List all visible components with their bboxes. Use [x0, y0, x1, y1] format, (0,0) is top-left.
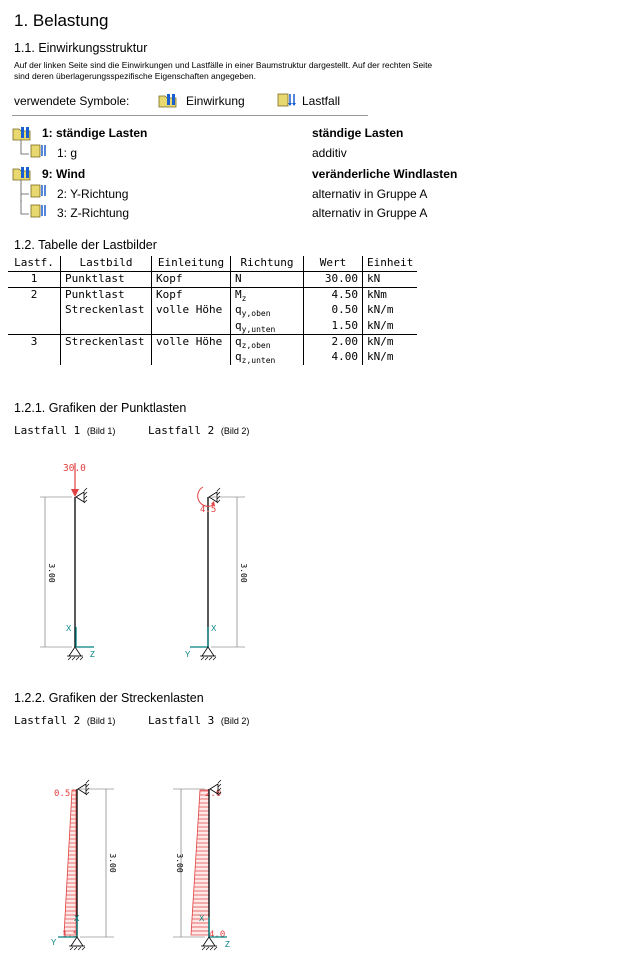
load-label-bottom: 4.0 [209, 930, 226, 940]
cell-einleitung: volle Höhe [152, 303, 231, 318]
axis-label-x: X [211, 624, 217, 633]
cell-einheit: kN/m [363, 319, 418, 335]
cell-wert: 4.00 [304, 350, 363, 365]
table-row [8, 319, 417, 335]
axis-label-x: X [74, 914, 80, 923]
cell-lastfall [8, 350, 61, 365]
cell-richtung: $q_{y,oben}$ [231, 303, 304, 318]
tree-item-property: ständige Lasten [312, 126, 404, 140]
cell-einleitung [152, 319, 231, 335]
cell-lastfall: 1 [30, 272, 38, 285]
dimension-label: 3.00 [239, 563, 248, 583]
load-label-top: 0.5 [54, 789, 71, 799]
cell-einheit: kN [363, 272, 418, 288]
streckenlast-graphic-2 [165, 775, 265, 955]
load-label: 4.5 [200, 505, 217, 515]
cell-wert: 4.50 [304, 288, 363, 304]
col-header: Lastbild [61, 256, 152, 272]
cell-einleitung: Kopf [152, 288, 231, 304]
moment-arrow [198, 487, 213, 506]
cell-richtung: N [231, 272, 304, 288]
cell-lastbild: Streckenlast [61, 303, 152, 318]
einwirkung-icon [12, 125, 34, 141]
cell-einleitung: Kopf [152, 272, 231, 288]
cell-wert: 30.00 [304, 272, 363, 288]
caption-bild: (Bild 2) [220, 716, 250, 726]
tree-connector-lastfall-icon [18, 180, 48, 202]
lastfall-icon [276, 92, 298, 108]
cell-richtung: $M_z$ [231, 288, 304, 304]
dimension-label: 3.00 [175, 853, 184, 873]
top-support [76, 492, 84, 502]
symbol-lastfall-label: Lastfall [302, 94, 341, 108]
load-label: 30.0 [63, 463, 86, 474]
load-label-bottom: 1.5 [62, 930, 79, 940]
cell-einheit: kN/m [363, 334, 418, 350]
cell-lastfall: 3 [8, 334, 61, 350]
axis-label-y: Y [51, 938, 57, 947]
caption-lastfall: Lastfall 3 [148, 714, 215, 727]
axis-label-x: X [66, 624, 72, 633]
axis-label-y: Y [185, 650, 191, 659]
cell-lastfall [8, 303, 61, 318]
tree-item-label[interactable]: 1: g [57, 146, 78, 160]
cell-wert: 2.00 [304, 334, 363, 350]
figure-caption [148, 714, 249, 727]
divider [12, 115, 368, 116]
tree-item-label[interactable]: 1: ständige Lasten [42, 126, 148, 140]
tree-item-label[interactable]: 2: Y-Richtung [57, 187, 129, 201]
col-header: Einheit [363, 256, 418, 272]
tree-item-property: additiv [312, 146, 347, 160]
caption-lastfall: Lastfall 2 [14, 714, 81, 727]
caption-lastfall: Lastfall 2 [148, 424, 215, 437]
axis-label-z: Z [225, 940, 230, 949]
table-row [8, 303, 417, 318]
symbols-legend-label: verwendete Symbole: [14, 94, 130, 108]
einwirkung-icon [12, 165, 34, 181]
table-row [8, 288, 417, 304]
col-header: Richtung [231, 256, 304, 272]
symbol-einwirkung-label: Einwirkung [186, 94, 245, 108]
tree-connector-lastfall-icon [18, 140, 48, 162]
cell-einleitung: volle Höhe [152, 334, 231, 350]
page-title: 1. Belastung [14, 11, 109, 30]
section-heading-1-1: 1.1. Einwirkungsstruktur [14, 41, 148, 55]
caption-bild: (Bild 1) [86, 716, 116, 726]
description-line-1: Auf der linken Seite sind die Einwirkungen und Lastfälle in einer Baumstruktur dargestellt. Auf der rechten Seite [14, 60, 433, 70]
caption-lastfall: Lastfall 1 [14, 424, 81, 437]
cell-einheit: kN/m [363, 350, 418, 365]
section-heading-1-2-1: 1.2.1. Grafiken der Punktlasten [14, 401, 187, 415]
base-support [202, 647, 214, 656]
caption-bild: (Bild 1) [86, 426, 116, 436]
cell-lastbild [61, 350, 152, 365]
base-support [69, 647, 81, 656]
section-description [14, 60, 432, 82]
cell-lastfall: 2 [8, 288, 61, 304]
load-table [8, 256, 417, 365]
tree-item-label[interactable]: 3: Z-Richtung [57, 206, 130, 220]
table-header-row [8, 256, 417, 272]
cell-lastfall [8, 319, 61, 335]
cell-richtung: $q_{z,oben}$ [231, 334, 304, 350]
tree-item-label[interactable]: 9: Wind [42, 167, 86, 181]
section-heading-1-2-2: 1.2.2. Grafiken der Streckenlasten [14, 691, 204, 705]
cell-lastbild [61, 319, 152, 335]
figure-caption [14, 424, 115, 437]
cell-lastbild: Streckenlast [61, 334, 152, 350]
axis-label-z: Z [90, 650, 95, 659]
cell-lastbild: Punktlast [61, 272, 152, 288]
col-header: Wert [304, 256, 363, 272]
description-line-2: sind deren überlagerungsspezifische Eigenschaften angegeben. [14, 71, 256, 81]
cell-einheit: kNm [363, 288, 418, 304]
tree-item-property: alternativ in Gruppe A [312, 206, 428, 220]
punktlast-graphic-2 [175, 455, 275, 665]
punktlast-graphic-1 [30, 455, 130, 665]
tree-item-property: alternativ in Gruppe A [312, 187, 428, 201]
table-row [8, 350, 417, 365]
cell-richtung: $q_{y,unten}$ [231, 319, 304, 335]
cell-richtung: $q_{z,unten}$ [231, 350, 304, 365]
axis-label-x: X [199, 914, 205, 923]
section-heading-1-2: 1.2. Tabelle der Lastbilder [14, 238, 157, 252]
einwirkung-icon [158, 92, 180, 108]
dimension-label: 3.00 [108, 853, 117, 873]
tree-item-property: veränderliche Windlasten [312, 167, 458, 181]
cell-wert: 1.50 [304, 319, 363, 335]
table-row [8, 334, 417, 350]
cell-lastbild: Punktlast [61, 288, 152, 304]
load-label-top: 2.0 [205, 789, 222, 799]
cell-einheit: kN/m [363, 303, 418, 318]
dimension-label: 3.00 [47, 563, 56, 583]
col-header: Lastf. [8, 256, 61, 272]
table-row [8, 272, 417, 288]
cell-wert: 0.50 [304, 303, 363, 318]
col-header: Einleitung [152, 256, 231, 272]
tree-connector-lastfall-icon [18, 200, 48, 222]
figure-caption [14, 714, 115, 727]
cell-einleitung [152, 350, 231, 365]
figure-caption [148, 424, 249, 437]
streckenlast-graphic-1 [40, 775, 140, 955]
caption-bild: (Bild 2) [220, 426, 250, 436]
